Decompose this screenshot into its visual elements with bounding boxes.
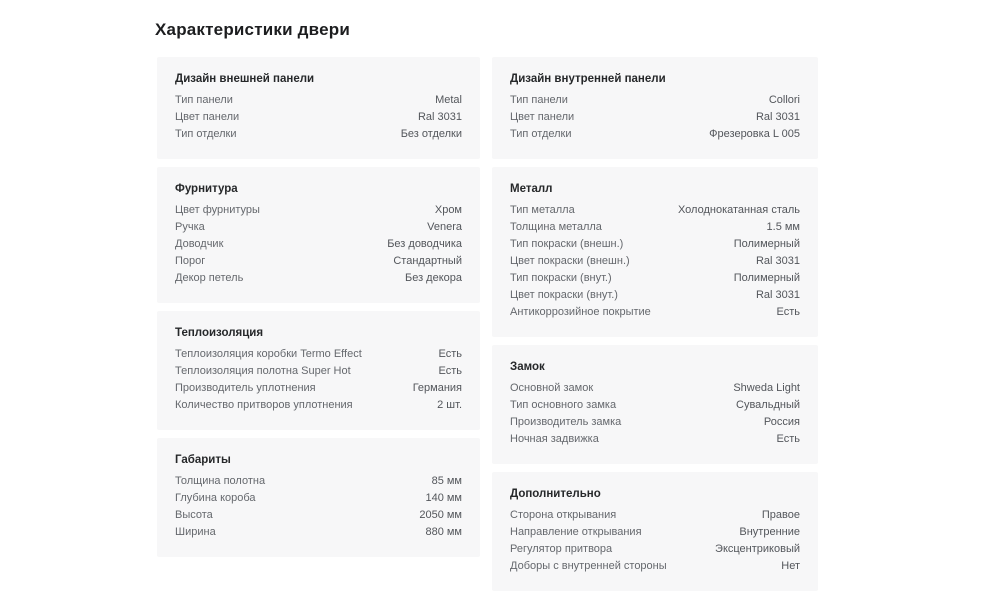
section-title: Дополнительно <box>510 488 601 500</box>
spec-value: 1.5 мм <box>766 221 800 233</box>
spec-row <box>510 109 800 126</box>
spec-column-left <box>157 57 480 591</box>
spec-label: Ширина <box>175 526 216 538</box>
spec-value: 85 мм <box>431 475 462 487</box>
card-dimensions <box>157 438 480 557</box>
spec-label: Высота <box>175 509 213 521</box>
spec-label: Тип покраски (внут.) <box>510 272 612 284</box>
spec-row <box>175 109 462 126</box>
spec-label: Регулятор притвора <box>510 543 613 555</box>
spec-value: Ral 3031 <box>755 111 800 123</box>
spec-value: Внутренние <box>739 526 800 538</box>
card-thermal-insulation <box>157 311 480 430</box>
spec-value: 2 шт. <box>437 399 462 411</box>
spec-row <box>510 541 800 558</box>
card-internal-panel-design <box>492 57 818 159</box>
spec-row <box>175 524 462 541</box>
spec-row <box>175 346 462 363</box>
spec-value: Metal <box>435 94 462 106</box>
spec-row <box>175 253 462 270</box>
spec-row <box>510 126 800 143</box>
section-title: Дизайн внешней панели <box>175 73 315 85</box>
spec-value: Нет <box>781 560 800 572</box>
spec-value: 880 мм <box>425 526 462 538</box>
spec-row <box>510 507 800 524</box>
spec-value: Ral 3031 <box>417 111 462 123</box>
spec-value: Холоднокатанная сталь <box>677 204 800 216</box>
spec-row <box>175 490 462 507</box>
spec-label: Доводчик <box>175 238 224 250</box>
spec-label: Производитель замка <box>510 416 622 428</box>
spec-value: Venera <box>427 221 462 233</box>
spec-row <box>175 380 462 397</box>
spec-label: Тип металла <box>510 204 575 216</box>
spec-label: Тип отделки <box>175 128 237 140</box>
spec-row <box>510 380 800 397</box>
spec-row <box>510 219 800 236</box>
spec-label: Глубина короба <box>175 492 256 504</box>
spec-value: Есть <box>438 348 462 360</box>
section-title: Габариты <box>175 454 231 466</box>
spec-value: Ral 3031 <box>755 289 800 301</box>
spec-row <box>175 202 462 219</box>
spec-label: Сторона открывания <box>510 509 617 521</box>
spec-label: Тип панели <box>510 94 568 106</box>
spec-row <box>510 92 800 109</box>
section-title: Фурнитура <box>175 183 238 195</box>
section-title: Замок <box>510 361 545 373</box>
spec-column-right <box>492 57 818 591</box>
spec-value: Есть <box>776 306 800 318</box>
spec-value: Без отделки <box>400 128 462 140</box>
spec-value: 2050 мм <box>419 509 462 521</box>
spec-label: Доборы с внутренней стороны <box>510 560 667 572</box>
spec-label: Тип основного замка <box>510 399 617 411</box>
spec-row <box>175 126 462 143</box>
spec-value: Правое <box>761 509 800 521</box>
spec-row <box>175 270 462 287</box>
spec-value: Хром <box>434 204 462 216</box>
spec-row <box>175 473 462 490</box>
spec-value: Стандартный <box>393 255 462 267</box>
card-lock <box>492 345 818 464</box>
spec-row <box>175 507 462 524</box>
spec-value: Полимерный <box>733 272 800 284</box>
spec-label: Декор петель <box>175 272 244 284</box>
spec-value: 140 мм <box>425 492 462 504</box>
spec-label: Цвет покраски (внут.) <box>510 289 618 301</box>
spec-label: Количество притворов уплотнения <box>175 399 353 411</box>
card-metal <box>492 167 818 337</box>
spec-value: Есть <box>438 365 462 377</box>
spec-row <box>175 236 462 253</box>
section-title: Дизайн внутренней панели <box>510 73 666 85</box>
spec-label: Теплоизоляция коробки Termo Effect <box>175 348 362 360</box>
spec-label: Направление открывания <box>510 526 642 538</box>
spec-row <box>510 397 800 414</box>
spec-row <box>510 287 800 304</box>
spec-row <box>510 524 800 541</box>
spec-row <box>510 431 800 448</box>
card-external-panel-design <box>157 57 480 159</box>
spec-row <box>510 202 800 219</box>
spec-label: Толщина полотна <box>175 475 266 487</box>
spec-value: Сувальдный <box>736 399 800 411</box>
spec-label: Антикоррозийное покрытие <box>510 306 651 318</box>
section-title: Теплоизоляция <box>175 327 264 339</box>
spec-label: Тип покраски (внешн.) <box>510 238 624 250</box>
spec-label: Порог <box>175 255 206 267</box>
spec-value: Германия <box>412 382 462 394</box>
spec-label: Ручка <box>175 221 205 233</box>
spec-label: Цвет фурнитуры <box>175 204 260 216</box>
spec-row <box>510 414 800 431</box>
spec-row <box>510 304 800 321</box>
page-title: Характеристики двери <box>155 20 350 39</box>
spec-label: Теплоизоляция полотна Super Hot <box>175 365 351 377</box>
spec-value: Ral 3031 <box>755 255 800 267</box>
card-additional <box>492 472 818 591</box>
spec-label: Основной замок <box>510 382 594 394</box>
spec-value: Эксцентриковый <box>715 543 800 555</box>
spec-label: Цвет панели <box>510 111 575 123</box>
spec-label: Цвет покраски (внешн.) <box>510 255 630 267</box>
spec-value: Фрезеровка L 005 <box>709 128 800 140</box>
spec-label: Производитель уплотнения <box>175 382 316 394</box>
spec-label: Толщина металла <box>510 221 602 233</box>
spec-row <box>510 253 800 270</box>
spec-value: Россия <box>763 416 800 428</box>
spec-row <box>175 363 462 380</box>
spec-value: Есть <box>776 433 800 445</box>
section-title: Металл <box>510 183 553 195</box>
spec-row <box>510 558 800 575</box>
spec-row <box>175 397 462 414</box>
spec-columns <box>157 57 818 591</box>
spec-label: Ночная задвижка <box>510 433 599 445</box>
spec-value: Shweda Light <box>733 382 800 394</box>
card-hardware <box>157 167 480 303</box>
spec-value: Полимерный <box>733 238 800 250</box>
spec-label: Тип отделки <box>510 128 572 140</box>
spec-row <box>510 270 800 287</box>
spec-label: Тип панели <box>175 94 233 106</box>
spec-row <box>510 236 800 253</box>
spec-label: Цвет панели <box>175 111 240 123</box>
spec-row <box>175 92 462 109</box>
spec-row <box>175 219 462 236</box>
spec-value: Без доводчика <box>387 238 462 250</box>
spec-value: Collori <box>768 94 800 106</box>
spec-value: Без декора <box>404 272 462 284</box>
